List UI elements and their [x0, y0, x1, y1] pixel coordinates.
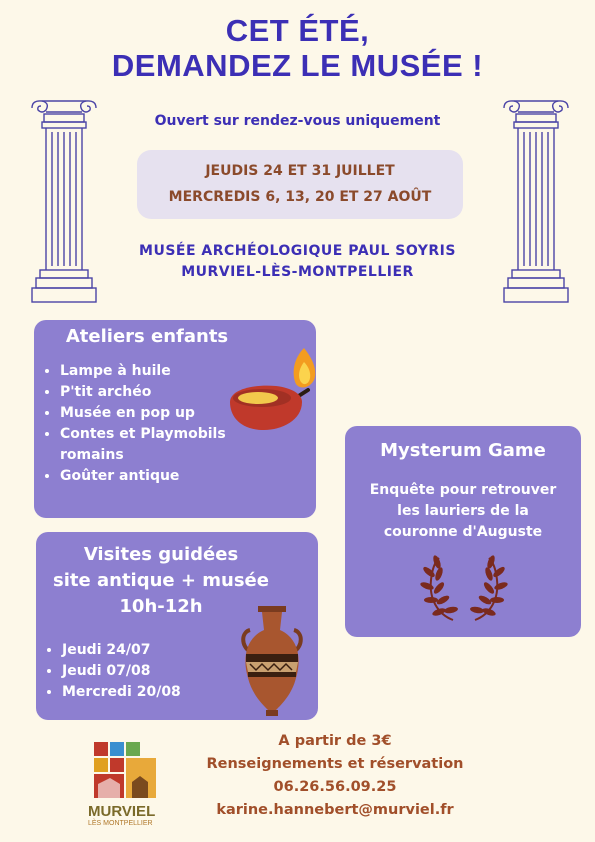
list-item: • P'tit archéo: [60, 382, 250, 403]
logo-sub: LÈS MONTPELLIER: [88, 820, 153, 827]
game-desc-line-1: Enquête pour retrouver: [369, 482, 557, 498]
tours-title-line-1: Visites guidées: [83, 544, 239, 565]
title-line-1: CET ÉTÉ,: [225, 13, 370, 48]
tours-card: [36, 532, 318, 720]
email-link[interactable]: karine.hannebert@murviel.fr: [216, 802, 454, 818]
subtitle: Ouvert sur rendez-vous uniquement: [154, 113, 441, 129]
list-item: • Jeudi 24/07: [62, 640, 242, 661]
reservation-info: Renseignements et réservation: [206, 756, 464, 772]
workshops-list: [34, 361, 250, 487]
mysterum-game-card: [345, 426, 581, 637]
price: A partir de 3€: [278, 733, 392, 749]
list-item: • Musée en pop up: [60, 403, 250, 424]
museum-name: MUSÉE ARCHÉOLOGIQUE PAUL SOYRIS: [139, 243, 456, 259]
museum-block: [0, 241, 595, 283]
list-item: • Mercredi 20/08: [62, 682, 242, 703]
murviel-logo-icon: [88, 738, 168, 800]
logo-name: MURVIEL: [88, 803, 156, 820]
dates-line-1: JEUDIS 24 ET 31 JUILLET: [205, 163, 395, 179]
list-item: • Goûter antique: [60, 466, 250, 487]
murviel-logo: [88, 738, 168, 828]
laurel-wreath-icon: [423, 554, 505, 624]
dates-box: [137, 150, 463, 219]
tours-title-line-2: site antique + musée: [53, 570, 269, 591]
game-title: Mysterum Game: [380, 440, 546, 461]
game-desc-line-2: les lauriers de la: [397, 503, 529, 519]
oil-lamp-icon: [226, 346, 326, 446]
workshops-card: [34, 320, 316, 518]
tours-list: [36, 640, 242, 703]
dates-line-2: MERCREDIS 6, 13, 20 ET 27 AOÛT: [168, 189, 432, 205]
game-description: [345, 480, 581, 543]
list-item: • Jeudi 07/08: [62, 661, 242, 682]
workshops-title: Ateliers enfants: [65, 326, 229, 347]
amphora-icon: [236, 604, 308, 720]
title-line-2: DEMANDEZ LE MUSÉE !: [111, 48, 484, 83]
tours-time: 10h-12h: [119, 596, 203, 617]
phone-number[interactable]: 06.26.56.09.25: [273, 779, 397, 795]
list-item: • Lampe à huile: [60, 361, 250, 382]
game-desc-line-3: couronne d'Auguste: [383, 524, 543, 540]
museum-location: MURVIEL-LÈS-MONTPELLIER: [181, 264, 414, 280]
list-item: • Contes et Playmobils romains: [60, 424, 250, 466]
